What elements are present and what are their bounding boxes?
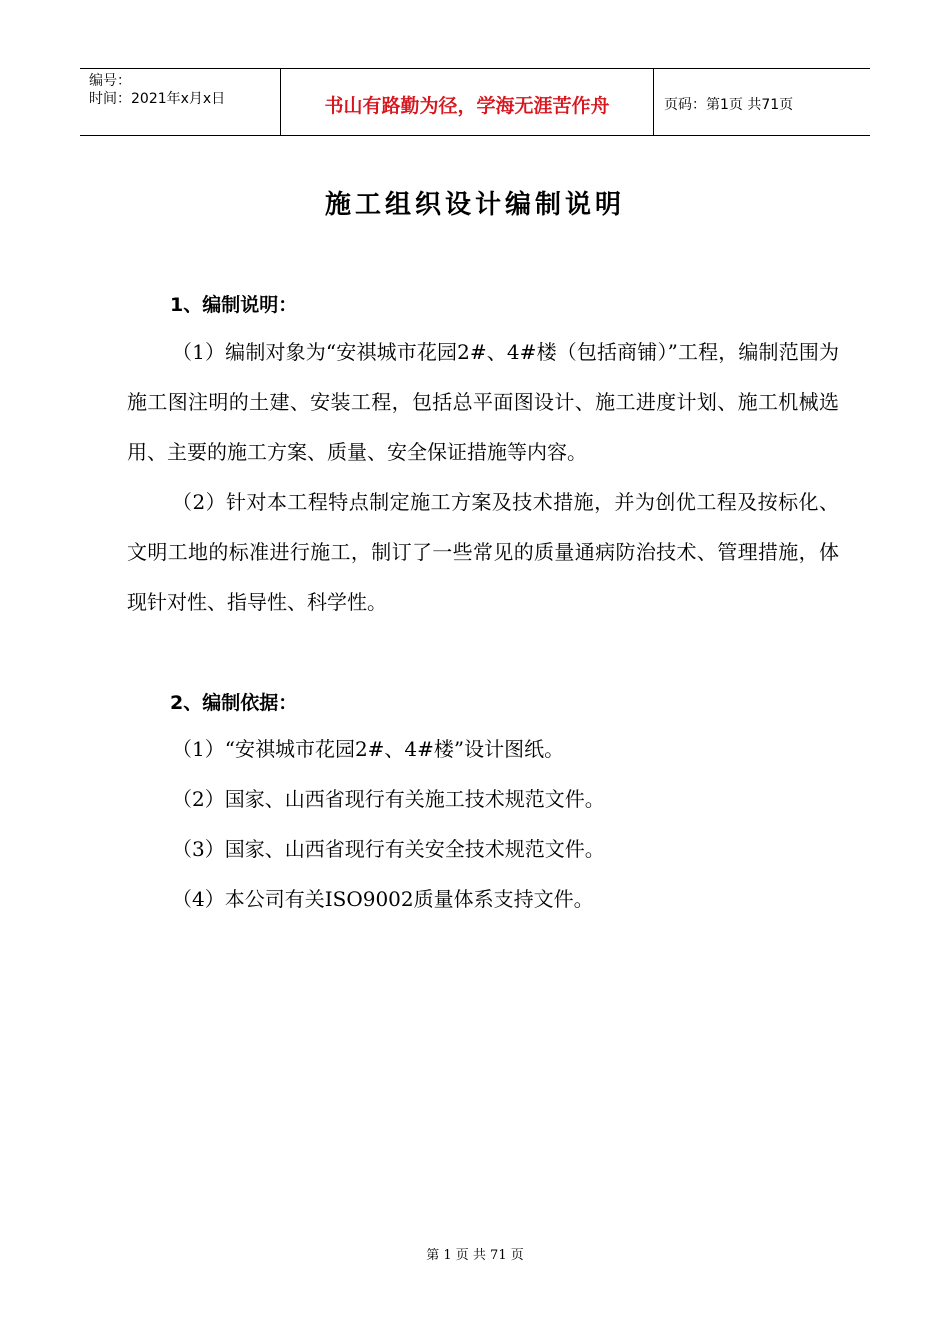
section-1-heading: 1、编制说明： — [170, 294, 298, 316]
header-meta — [80, 69, 281, 135]
section-1-paragraph-2: （2）针对本工程特点制定施工方案及技术措施，并为创优工程及按标化、文明工地的标准进行施工，制订了一些常见的质量通病防治技术、管理措施，体现针对性、指导性、科学性。 — [127, 490, 839, 614]
page-footer: 第 1 页 共 71 页 — [426, 1248, 524, 1263]
section-2-item-3: （3）国家、山西省现行有关安全技术规范文件。 — [172, 837, 605, 861]
section-2-item-1: （1）“安祺城市花园2#、4#楼”设计图纸。 — [172, 737, 565, 761]
page-title: 施工组织设计编制说明 — [324, 190, 625, 220]
section-1-paragraph-1: （1）编制对象为“安祺城市花园2#、4#楼（包括商铺）”工程，编制范围为施工图注明的土建、安装工程，包括总平面图设计、施工进度计划、施工机械选用、主要的施工方案、质量、安全保证措施等内容。 — [127, 340, 839, 464]
header-motto: 书山有路勤为径，学海无涯苦作舟 — [281, 69, 654, 135]
section-2-item-4: （4）本公司有关ISO9002质量体系支持文件。 — [172, 887, 594, 911]
doc-time-label: 时间：2021年x月x日 — [89, 91, 226, 107]
doc-number-label: 编号： — [89, 73, 131, 89]
section-2-heading: 2、编制依据： — [170, 692, 298, 714]
section-2-item-2: （2）国家、山西省现行有关施工技术规范文件。 — [172, 787, 605, 811]
header-page-info: 页码：第1页 共71页 — [664, 97, 794, 113]
header-table — [80, 68, 870, 136]
